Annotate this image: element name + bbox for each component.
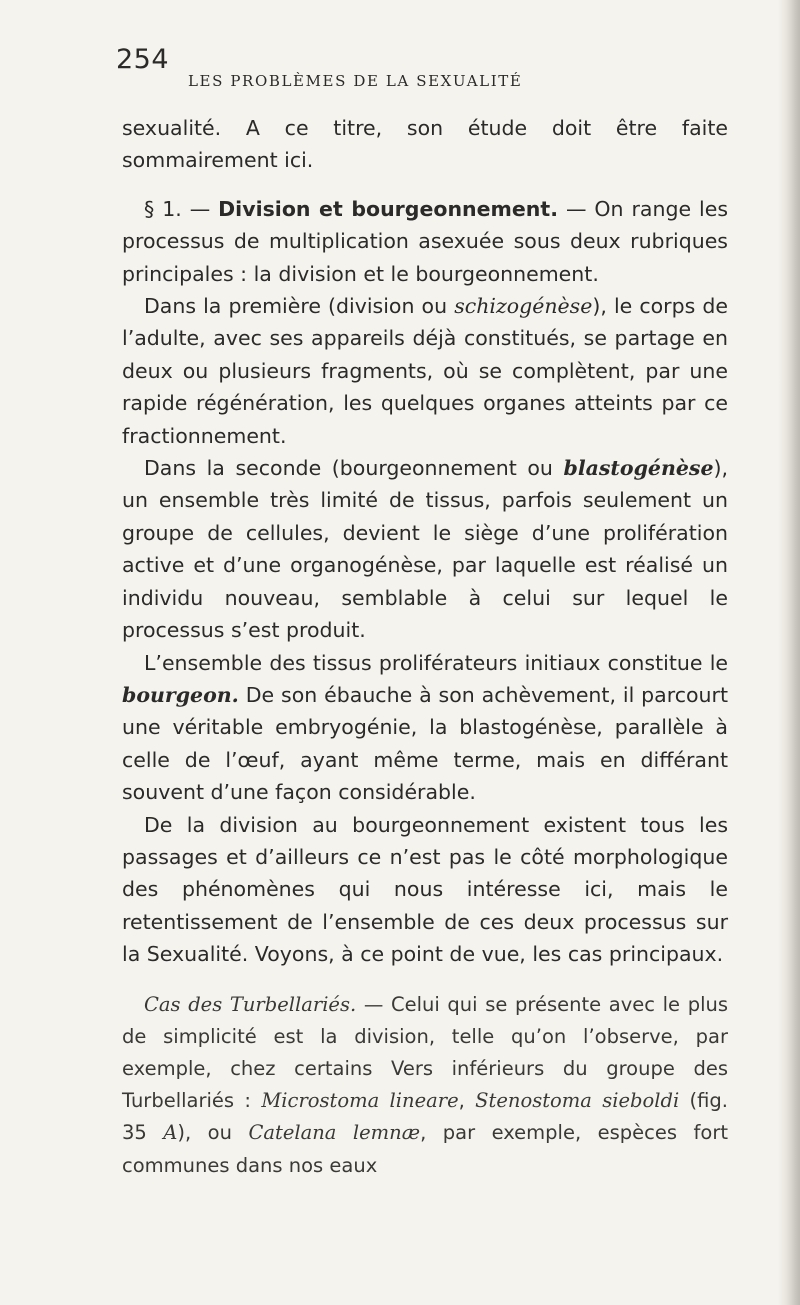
p5-italic: bourgeon. xyxy=(122,682,239,707)
p3-text-a: Dans la première (division ou xyxy=(144,294,455,319)
page-number: 254 xyxy=(116,44,170,75)
p7-text-b: , xyxy=(458,1089,476,1113)
paragraph-7 xyxy=(122,989,728,1182)
p7-text-e: , par exemple, espèces fort communes dans nos eaux xyxy=(122,1121,728,1177)
section-title: Division et bourgeonnement. xyxy=(218,196,558,221)
p4-text-b: ), un ensemble très limité de tissus, parfois seulement un groupe de cellules, devient le siège d’une prolifération active et d’une organogénèse, par laquelle est réalisé un individu nouveau, semblable à celui sur lequel le processus s’est produit. xyxy=(122,456,728,643)
paragraph-4 xyxy=(122,452,728,646)
p7-species-1: Microstoma lineare xyxy=(261,1089,459,1113)
section-mark: § 1. — xyxy=(144,196,219,221)
section-text: — On range les processus de multiplication asexuée sous deux rubriques principales : la division et le bourgeonnement. xyxy=(122,196,729,286)
paragraph-1-text: sexualité. A ce titre, son étude doit être faite sommairement ici. xyxy=(122,116,728,173)
page-edge-shadow xyxy=(778,0,800,1305)
paragraph-1 xyxy=(122,112,728,177)
p6-text: De la division au bourgeonnement existent tous les passages et d’ailleurs ce n’est pas le côté morphologique des phénomènes qui nous intéresse ici, mais le retentissement de l’ensemble de ces deux processus sur la Sexualité. Voyons, à ce point de vue, les cas principaux. xyxy=(122,812,728,967)
p4-italic: blastogénèse xyxy=(563,456,714,481)
p7-text-c: (fig. 35 xyxy=(122,1089,728,1145)
p7-heading: Cas des Turbellariés. xyxy=(144,992,357,1016)
body-text xyxy=(122,112,728,1182)
p7-species-3: Catelana lemnæ xyxy=(248,1121,421,1145)
paragraph-5 xyxy=(122,647,728,809)
running-title: LES PROBLÈMES DE LA SEXUALITÉ xyxy=(188,72,523,90)
p5-text-b: De son ébauche à son achèvement, il parcourt une véritable embryogénie, la blastogénèse, parallèle à celle de l’œuf, ayant même terme, mais en différant souvent d’une façon considérable. xyxy=(122,682,728,805)
p5-text-a: L’ensemble des tissus proliférateurs initiaux constitue le xyxy=(144,650,728,675)
p7-text-a: — Celui qui se présente avec le plus de simplicité est la division, telle qu’on l’observe, par exemple, chez certains Vers inférieurs du groupe des Turbellariés : xyxy=(122,992,729,1113)
paragraph-6 xyxy=(122,809,728,971)
p7-figure-ref: A xyxy=(163,1121,178,1145)
p7-species-2: Stenostoma sieboldi xyxy=(475,1089,680,1113)
p4-text-a: Dans la seconde (bourgeonnement ou xyxy=(144,456,564,481)
p7-text-d: ), ou xyxy=(177,1121,249,1145)
running-head xyxy=(116,40,716,96)
p3-text-b: ), le corps de l’adulte, avec ses appareils déjà constitués, se partage en deux ou plusieurs fragments, où se complètent, par une rapide régénération, les quelques organes atteints par ce fractionnement. xyxy=(122,294,728,448)
p3-italic: schizogénèse xyxy=(454,294,593,319)
section-paragraph xyxy=(122,193,728,290)
paragraph-3 xyxy=(122,290,728,452)
